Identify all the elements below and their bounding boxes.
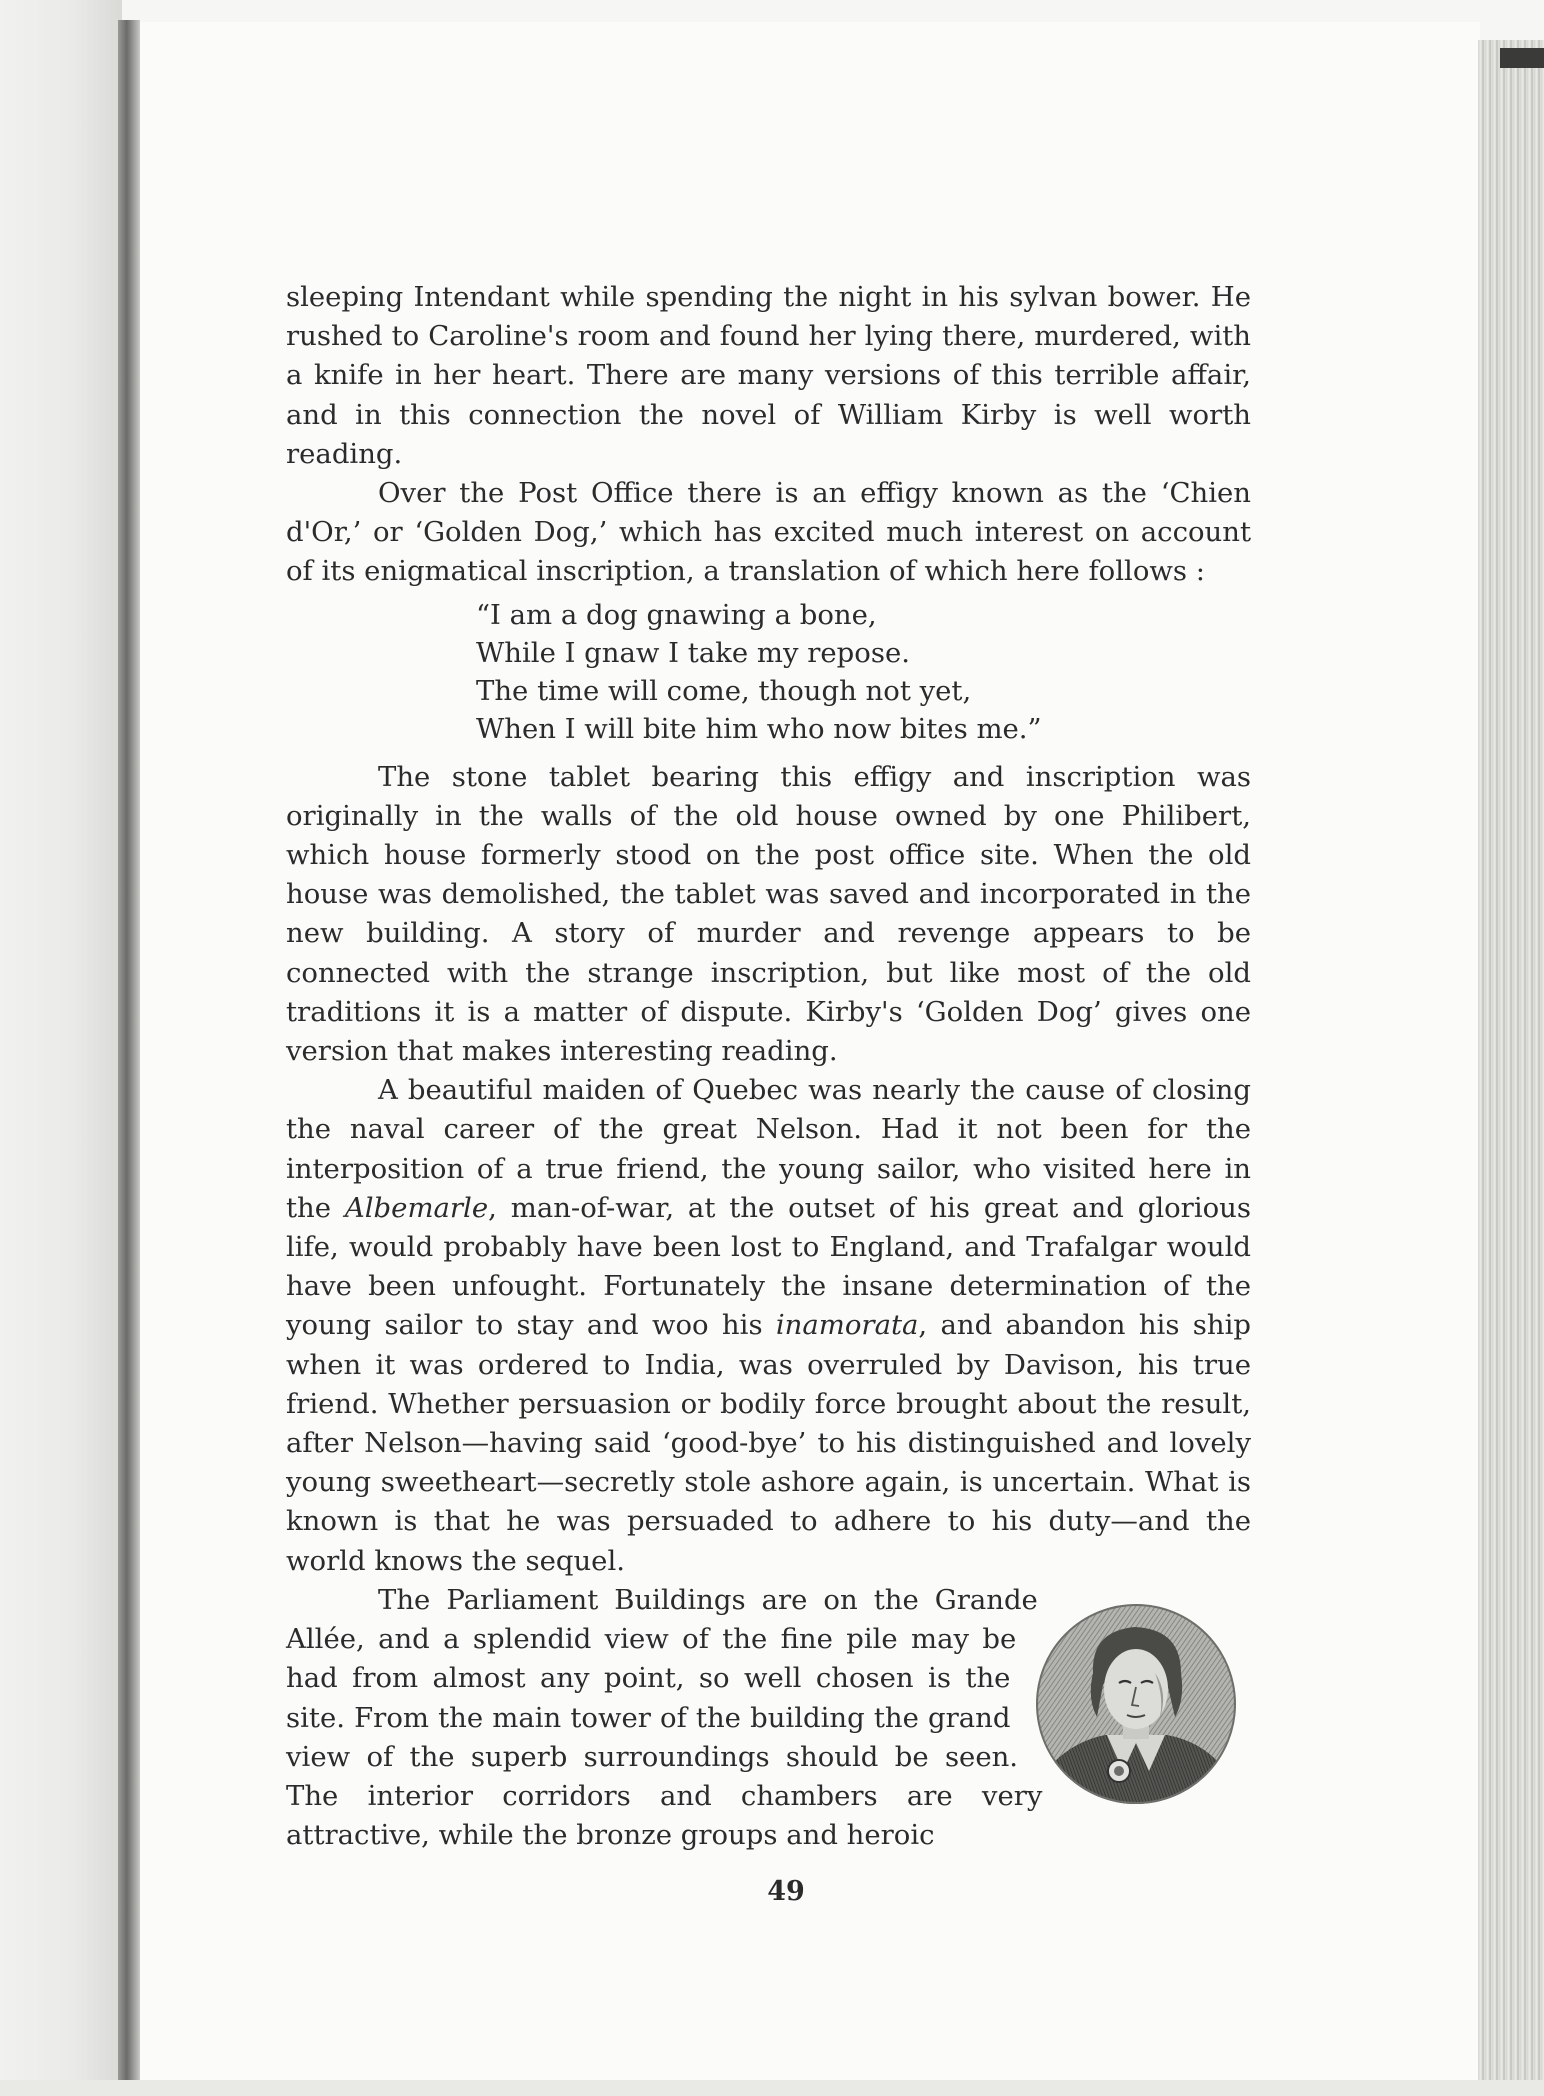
verse-line: When I will bite him who now bites me.” xyxy=(476,712,1042,745)
nelson-text: A beautiful maiden of Quebec was nearly the cause of closing the naval career of the great Nelson. Had it not been for the interposition of a true friend, the young sailor, who visited here in the xyxy=(286,1074,1251,1224)
golden-dog-inscription xyxy=(476,596,1251,748)
page-edges xyxy=(1478,40,1544,2096)
paragraph-golden-dog: Over the Post Office there is an effigy known as the ‘Chien d'Or,’ or ‘Golden Dog,’ which has excited much interest on account of its enigmatical inscription, a translation of which here follows : xyxy=(286,477,1251,588)
verse-line: While I gnaw I take my repose. xyxy=(476,636,910,669)
left-page-margin xyxy=(0,0,122,2096)
page-edge-shadow xyxy=(1500,48,1544,68)
paragraph-nelson xyxy=(286,1071,1251,1581)
page-number: 49 xyxy=(767,1876,805,1907)
nelson-portrait-illustration xyxy=(1035,1603,1237,1805)
inamorata-term: inamorata xyxy=(775,1309,919,1342)
nelson-text: , man-of-war, at the outset of his great and glorious life, would probably have been lost to England, and Trafalgar would have been unfought. Fortunately the insane determination of the young sailor to stay and woo his xyxy=(286,1191,1251,1342)
book-gutter xyxy=(118,20,140,2096)
verse-line: The time will come, though not yet, xyxy=(476,674,972,707)
nelson-text: , and abandon his ship when it was ordered to India, was overruled by Davison, his true friend. Whether persuasion or bodily force brought about the result, after Nelson—having said ‘good-bye’ to his distinguished and lovely young sweetheart—secretly stole ashore again, is uncertain. What is known is that he was persuaded to adhere to his duty—and the world knows the sequel. xyxy=(286,1309,1251,1577)
verse-line: “I am a dog gnawing a bone, xyxy=(476,598,877,631)
body-text xyxy=(286,278,1251,1855)
bottom-margin xyxy=(0,2080,1544,2096)
paragraph-stone-tablet: The stone tablet bearing this effigy and inscription was originally in the walls of the old house owned by one Philibert, which house formerly stood on the post office site. When the old house was demolished, the tablet was saved and incorporated in the new building. A story of murder and revenge appears to be connected with the strange inscription, but like most of the old traditions it is a matter of dispute. Kirby's ‘Golden Dog’ gives one version that makes interesting reading. xyxy=(286,760,1251,1068)
parliament-section xyxy=(286,1581,1251,1855)
paragraph-parliament: The Parliament Buildings are on the Grande Allée, and a splendid view of the fine pile may be had from almost any point, so well chosen is the site. From the main tower of the building the grand view of the superb surroundings should be seen. The interior corridors and chambers are very attractive, while the bronze groups and heroic xyxy=(286,1583,1043,1852)
paragraph-intendant: sleeping Intendant while spending the night in his sylvan bower. He rushed to Caroline's room and found her lying there, murdered, with a knife in her heart. There are many versions of this terrible affair, and in this connection the novel of William Kirby is well worth reading. xyxy=(286,281,1251,470)
ship-name: Albemarle xyxy=(344,1191,489,1224)
